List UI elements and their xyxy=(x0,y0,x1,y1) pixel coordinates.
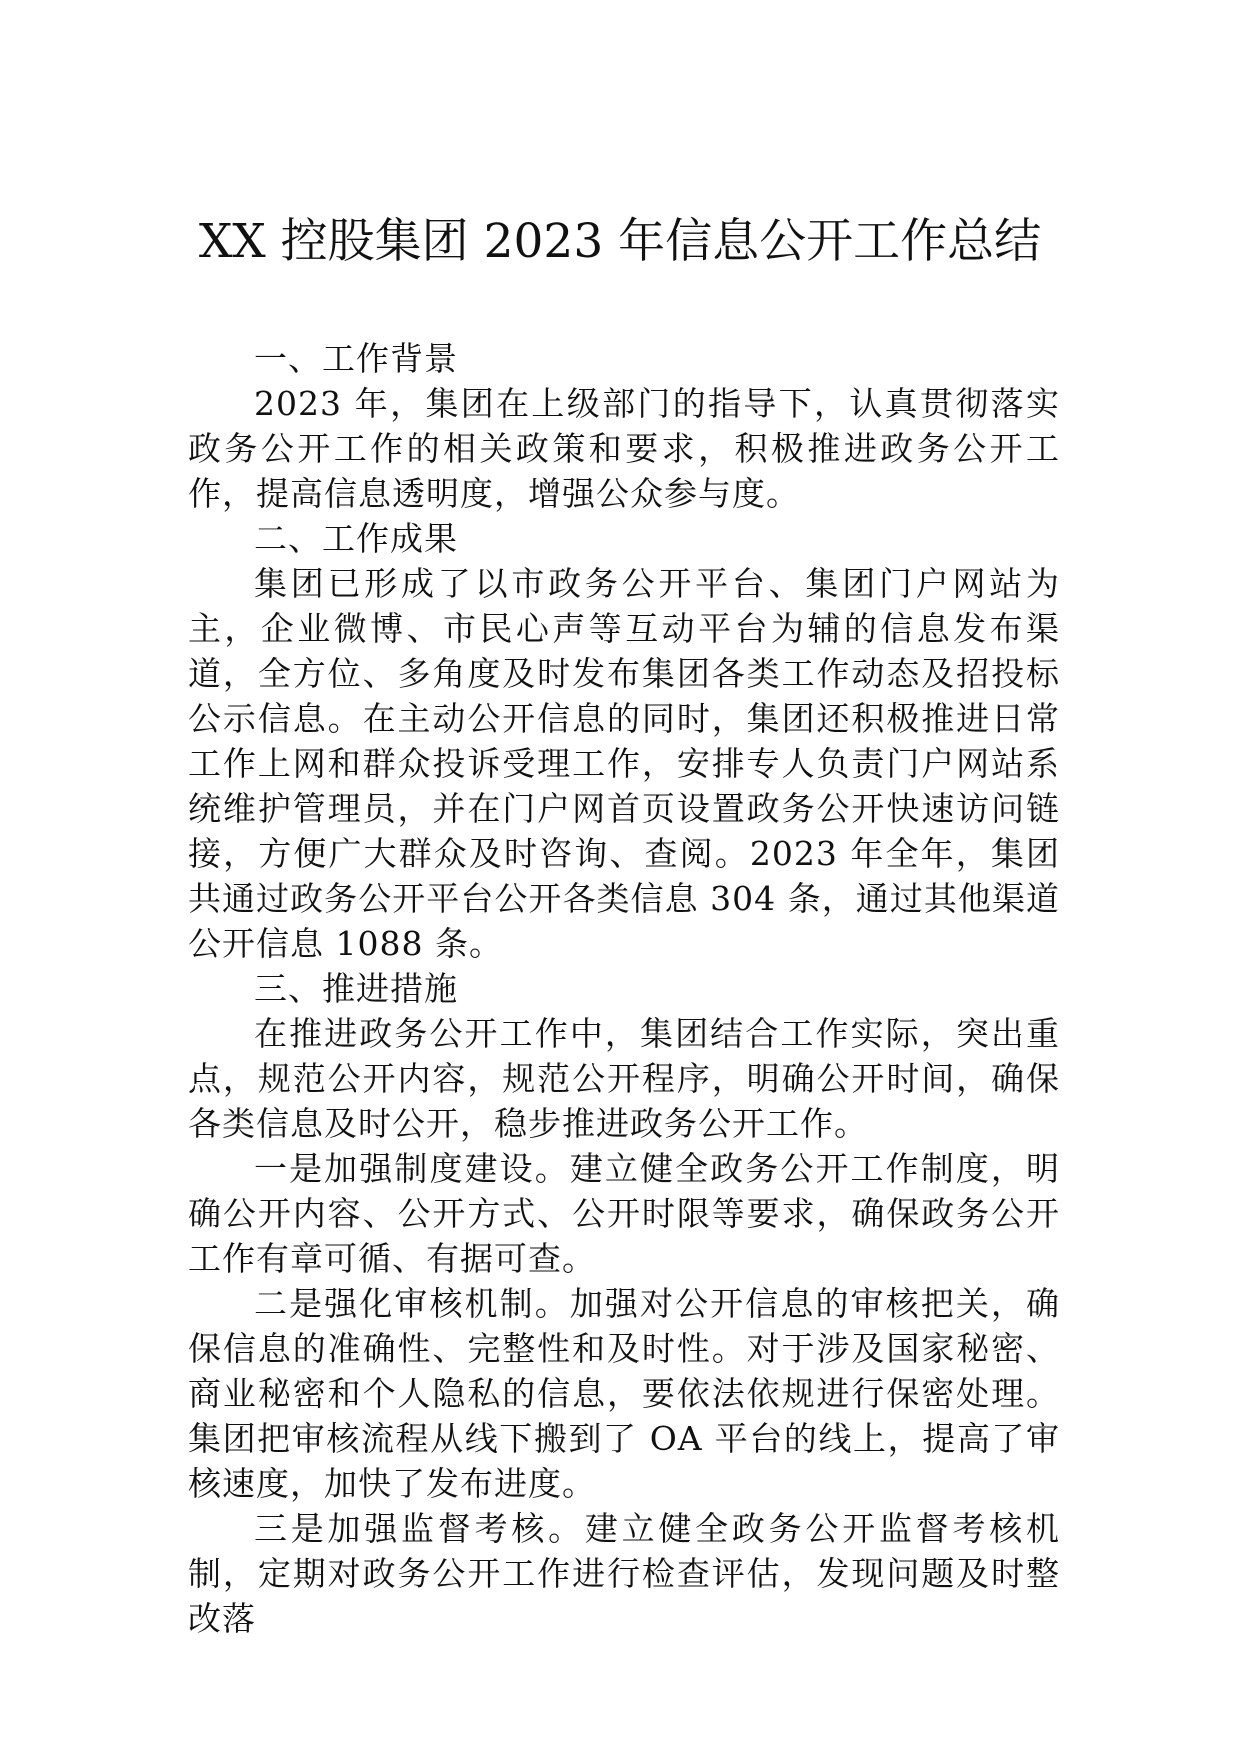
paragraph-background: 2023 年，集团在上级部门的指导下，认真贯彻落实政务公开工作的相关政策和要求，积极推进政务公开工作，提高信息透明度，增强公众参与度。 xyxy=(188,384,1060,513)
document-body xyxy=(188,336,1060,1641)
paragraph-measure-1: 一是加强制度建设。建立健全政务公开工作制度，明确公开内容、公开方式、公开时限等要求，确保政务公开工作有章可循、有据可查。 xyxy=(188,1149,1060,1278)
paragraph-results: 集团已形成了以市政务公开平台、集团门户网站为主，企业微博、市民心声等互动平台为辅的信息发布渠道，全方位、多角度及时发布集团各类工作动态及招投标公示信息。在主动公开信息的同时，集团还积极推进日常工作上网和群众投诉受理工作，安排专人负责门户网站系统维护管理员，并在门户网首页设置政务公开快速访问链接，方便广大群众及时咨询、查阅。2023 年全年，集团共通过政务公开平台公开各类信息 304 条，通过其他渠道公开信息 1088 条。 xyxy=(188,564,1060,963)
paragraph-measure-2: 二是强化审核机制。加强对公开信息的审核把关，确保信息的准确性、完整性和及时性。对于涉及国家秘密、商业秘密和个人隐私的信息，要依法依规进行保密处理。集团把审核流程从线下搬到了 OA 平台的线上，提高了审核速度，加快了发布进度。 xyxy=(188,1284,1060,1503)
section-heading-background: 一、工作背景 xyxy=(254,339,458,378)
document-title: XX 控股集团 2023 年信息公开工作总结 xyxy=(198,214,1042,269)
paragraph-measures-intro: 在推进政务公开工作中，集团结合工作实际，突出重点，规范公开内容，规范公开程序，明确公开时间，确保各类信息及时公开，稳步推进政务公开工作。 xyxy=(188,1014,1060,1143)
section-heading-measures: 三、推进措施 xyxy=(254,969,458,1008)
section-heading-results: 二、工作成果 xyxy=(254,519,458,558)
paragraph-measure-3: 三是加强监督考核。建立健全政务公开监督考核机制，定期对政务公开工作进行检查评估，发现问题及时整改落 xyxy=(188,1509,1060,1638)
